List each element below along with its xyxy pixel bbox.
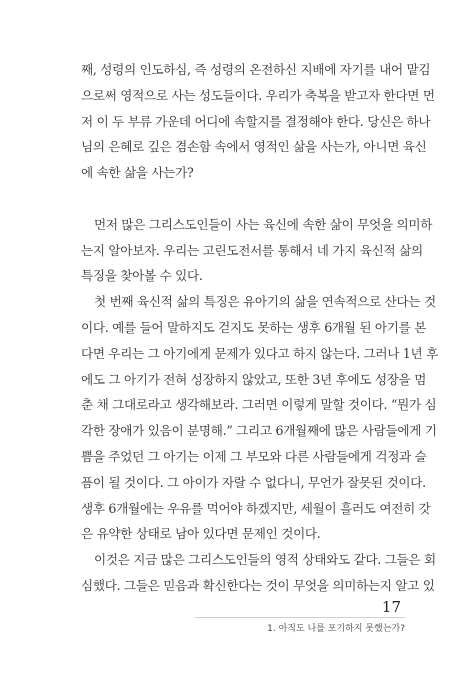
text-line: 특징을 찾아볼 수 있다. xyxy=(81,268,203,284)
text-line: 에 속한 삶을 사는가? xyxy=(81,165,194,181)
text-line: 픔이 될 것이다. 그 아이가 자랄 수 없다니, 무언가 잘못된 것이다. xyxy=(81,474,426,490)
running-title: 1. 아직도 나를 포기하지 못했는가? xyxy=(267,624,405,634)
folio xyxy=(382,598,401,616)
paragraph-3 xyxy=(81,289,438,547)
running-footer xyxy=(195,617,405,636)
body-text xyxy=(81,57,438,599)
paragraph-gap xyxy=(81,186,407,212)
text-line: 생후 6개월에는 우유를 먹어야 하겠지만, 세월이 흘러도 여전히 갓 xyxy=(81,500,431,516)
text-line: 에도 그 아기가 전혀 성장하지 않았고, 또한 3년 후에도 성장을 멈 xyxy=(81,371,427,387)
text-line: 심했다. 그들은 믿음과 확신한다는 것이 무엇을 의미하는지 알고 있 xyxy=(81,577,435,593)
text-line: 먼저 많은 그리스도인들이 사는 육신에 속한 삶이 무엇을 의미하 xyxy=(94,216,433,232)
text-line: 저 이 두 부류 가운데 어디에 속할지를 결정해야 한다. 당신은 하나 xyxy=(81,113,431,129)
text-line: 은 유약한 상태로 남아 있다면 문제인 것이다. xyxy=(81,526,321,542)
paragraph-1 xyxy=(81,57,435,186)
text-line: 님의 은혜로 깊은 겸손함 속에서 영적인 삶을 사는가, 아니면 육신 xyxy=(81,139,427,155)
paragraph-2 xyxy=(81,212,433,289)
text-line: 다면 우리는 그 아기에게 문제가 있다고 하지 않는다. 그러나 1년 후 xyxy=(81,345,438,361)
text-line: 춘 채 그대로라고 생각해보라. 그러면 이렇게 말할 것이다. “뭔가 심 xyxy=(81,397,437,413)
text-line: 이것은 지금 많은 그리스도인들의 영적 상태와도 같다. 그들은 회 xyxy=(94,552,436,568)
text-line: 으로써 영적으로 사는 성도들이다. 우리가 축복을 받고자 한다면 먼 xyxy=(81,87,435,103)
text-line: 째, 성령의 인도하심, 즉 성령의 온전하신 지배에 자기를 내어 맡김 xyxy=(81,62,431,77)
paragraph-4 xyxy=(81,547,436,599)
text-line: 각한 장애가 있음이 분명해.” 그리고 6개월째에 많은 사람들에게 기 xyxy=(81,423,437,439)
text-line: 쁨을 주었던 그 아기는 이제 그 부모와 다른 사람들에게 걱정과 슬 xyxy=(81,448,427,464)
text-line: 첫 번째 육신적 삶의 특징은 유아기의 삶을 연속적으로 산다는 것 xyxy=(94,294,436,310)
text-line: 는지 알아보자. 우리는 고린도전서를 통해서 네 가지 육신적 삶의 xyxy=(81,242,423,258)
text-line: 이다. 예를 들어 말하지도 걷지도 못하는 생후 6개월 된 아기를 본 xyxy=(81,319,427,335)
page-number: 17 xyxy=(381,598,401,616)
